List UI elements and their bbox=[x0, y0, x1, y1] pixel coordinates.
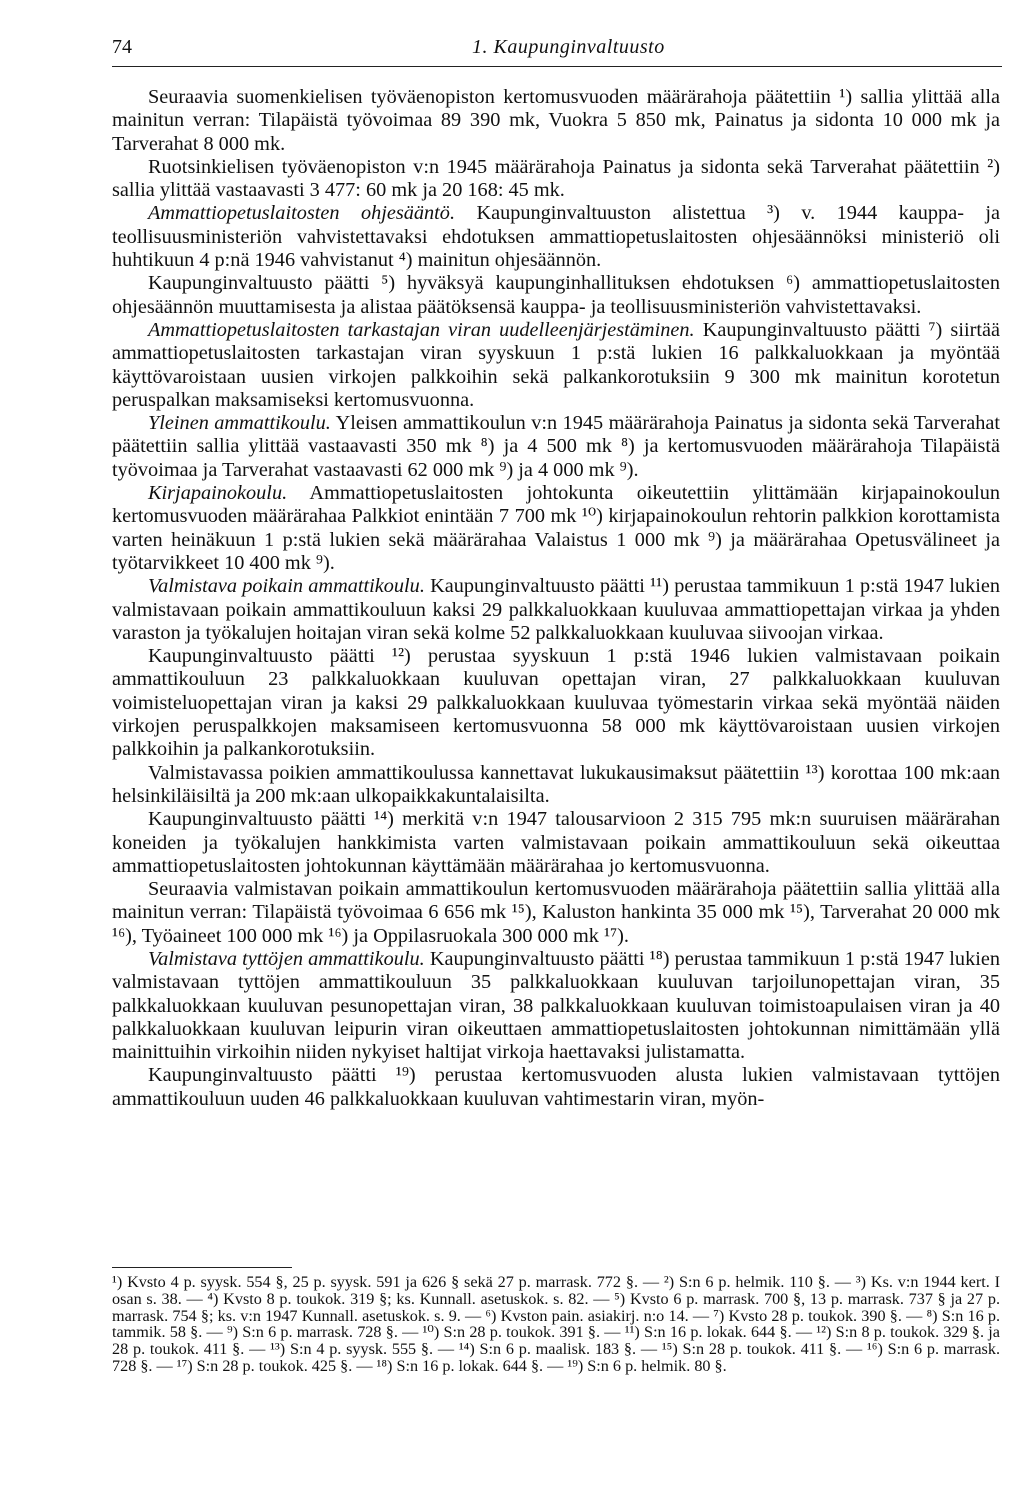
paragraph: Ammattiopetuslaitosten ohjesääntö. Kaupunginvaltuuston alistettua ³) v. 1944 kauppa- ja teollisuusministeriön vahvistettavaksi ehdotuksen ammattiopetuslaitosten ohjesäännöksi ministeriö oli huhtikuun 4 p:nä 1946 vahvistanut ⁴) mainitun ohjesäännön. bbox=[112, 202, 1000, 272]
paragraph: Yleinen ammattikoulu. Yleisen ammattikoulun v:n 1945 määrärahoja Painatus ja sidonta sekä Tarverahat päätettiin sallia ylittää vastaavasti 350 mk ⁸) ja 4 500 mk ⁸) ja kertomusvuoden määrärahoja Tilapäistä työvoimaa ja Tarverahat vastaavasti 62 000 mk ⁹) ja 4 000 mk ⁹). bbox=[112, 412, 1000, 481]
section-heading: Ammattiopetuslaitosten ohjesääntö. bbox=[148, 202, 456, 225]
paragraph: Valmistavassa poikien ammattikoulussa kannettavat lukukausimaksut päätettiin ¹³) korottaa 100 mk:aan helsinkiläisiltä ja 200 mk:aan ulkopaikkakuntalaisilta. bbox=[112, 761, 1000, 807]
paragraph: Valmistava tyttöjen ammattikoulu. Kaupunginvaltuusto päätti ¹⁸) perustaa tammikuun 1 p:stä 1947 lukien valmistavaan tyttöjen ammattikouluun 35 palkkaluokkaan kuuluvan tarjoilunopettajan viran, 35 palkkaluokkaan kuuluvan pesunopettajan viran, 38 palkkaluokkaan kuuluvan toimistoapulaisen viran ja 40 palkkaluokkaan kuuluvan leipurin viran oikeuttaen ammattiopetuslaitosten johtokunnan nimittämään yllä mainittuihin virkoihin niiden nykyiset haltijat virkoja haettavaksi julistamatta. bbox=[112, 947, 1000, 1064]
section-heading: Yleinen ammattikoulu. bbox=[148, 412, 331, 435]
paragraph: Kaupunginvaltuusto päätti ⁵) hyväksyä kaupunginhallituksen ehdotuksen ⁶) ammattiopetuslaitosten ohjesäännön muuttamisesta ja alistaa päätöksensä kauppa- ja teollisuusministeriön vahvistettavaksi. bbox=[112, 272, 1000, 318]
section-heading: Ammattiopetuslaitosten tarkastajan viran uudelleenjärjestäminen. bbox=[148, 318, 695, 341]
document-page bbox=[112, 30, 1002, 1375]
paragraph: Ammattiopetuslaitosten tarkastajan viran uudelleenjärjestäminen. Kaupunginvaltuusto päätti ⁷) siirtää ammattiopetuslaitosten tarkastajan viran syyskuun 1 p:stä lukien 16 palkkaluokkaan ja myöntää käyttövaroistaan uusien virkojen palkkoihin sekä palkankorotuksiin 9 300 mk mainitun korotetun peruspalkan maksamiseksi kertomusvuonna. bbox=[112, 318, 1000, 411]
footnotes bbox=[112, 1274, 1000, 1375]
paragraph: Kaupunginvaltuusto päätti ¹⁴) merkitä v:n 1947 talousarvioon 2 315 795 mk:n suuruisen määrärahan koneiden ja työkalujen hankkimista varten valmistavaan poikain ammattikouluun sekä oikeuttaa ammattiopetuslaitosten johtokunnan käyttämään määrärahaa jo kertomusvuonna. bbox=[112, 808, 1000, 877]
footnote-text: ¹) Kvsto 4 p. syysk. 554 §, 25 p. syysk. 591 ja 626 § sekä 27 p. marrask. 772 §. — ²) S:n 6 p. helmik. 110 §. — ³) Ks. v:n 1944 kert. I osan s. 38. — ⁴) Kvsto 8 p. toukok. 319 §; ks. Kunnall. asetuskok. s. 82. — ⁵) Kvsto 6 p. marrask. 700 §, 13 p. marrask. 737 § ja 27 p. marrask. 754 §; ks. v:n 1947 Kunnall. asetuskok. s. 9. — ⁶) Kvston pain. asiakirj. n:o 14. — ⁷) Kvsto 28 p. toukok. 390 §. — ⁸) S:n 16 p. tammik. 58 §. — ⁹) S:n 6 p. marrask. 728 §. — ¹⁰) S:n 28 p. toukok. 391 §. — ¹¹) S:n 16 p. lokak. 644 §. — ¹²) S:n 8 p. toukok. 329 §. ja 28 p. toukok. 411 §. — ¹³) S:n 4 p. syysk. 555 §. — ¹⁴) S:n 6 p. maalisk. 183 §. — ¹⁵) S:n 28 p. toukok. 411 §. — ¹⁶) S:n 6 p. marrask. 728 §. — ¹⁷) S:n 28 p. toukok. 425 §. — ¹⁸) S:n 16 p. lokak. 644 §. — ¹⁹) S:n 6 p. helmik. 80 §. bbox=[112, 1273, 1000, 1375]
paragraph: Kirjapainokoulu. Ammattiopetuslaitosten johtokunta oikeutettiin ylittämään kirjapainokoulun kertomusvuoden määrärahaa Palkkiot enintään 7 700 mk ¹⁰) kirjapainokoulun rehtorin palkkion korottamista varten heinäkuun 1 p:stä lukien sekä määrärahaa Valaistus 1 000 mk ⁹) ja määrärahaa Opetusvälineet ja työtarvikkeet 10 400 mk ⁹). bbox=[112, 482, 1000, 574]
paragraph: Valmistava poikain ammattikoulu. Kaupunginvaltuusto päätti ¹¹) perustaa tammikuun 1 p:stä 1947 lukien valmistavaan poikain ammattikouluun kaksi 29 palkkaluokkaan kuuluvaa ammattiopettajan virkaa ja yhden varaston ja työkalujen hoitajan viran sekä kolme 52 palkkaluokkaan kuuluvaa siivoojan virkaa. bbox=[112, 575, 1000, 644]
section-heading: Valmistava tyttöjen ammattikoulu. bbox=[148, 947, 425, 970]
page-number: 74 bbox=[112, 36, 132, 58]
section-heading: Kirjapainokoulu. bbox=[148, 482, 288, 505]
paragraph: Kaupunginvaltuusto päätti ¹⁹) perustaa kertomusvuoden alusta lukien valmistavaan tyttöjen ammattikouluun uuden 46 palkkaluokkaan kuuluvan vahtimestarin viran, myön- bbox=[112, 1064, 1000, 1110]
running-title: 1. Kaupunginvaltuusto bbox=[472, 36, 665, 58]
paragraph: Seuraavia suomenkielisen työväenopiston kertomusvuoden määrärahoja päätettiin ¹) sallia ylittää alla mainitun verran: Tilapäistä työvoimaa 89 390 mk, Vuokra 5 850 mk, Painatus ja sidonta 10 000 mk ja Tarverahat 8 000 mk. bbox=[112, 86, 1000, 155]
paragraph: Kaupunginvaltuusto päätti ¹²) perustaa syyskuun 1 p:stä 1946 lukien valmistavaan poikain ammattikouluun 23 palkkaluokkaan kuuluvan opettajan viran, 27 palkkaluokkaan kuuluvan voimisteluopettajan viran ja kaksi 29 palkkaluokkaan kuuluvaa työmestarin virkaa sekä myöntää näiden virkojen peruspalkkojen maksamiseen kertomusvuonna 58 000 mk käyttövaroistaan uusien virkojen palkkoihin ja palkankorotuksiin. bbox=[112, 645, 1000, 761]
paragraph: Ruotsinkielisen työväenopiston v:n 1945 määrärahoja Painatus ja sidonta sekä Tarverahat päätettiin ²) sallia ylittää vastaavasti 3 477: 60 mk ja 20 168: 45 mk. bbox=[112, 155, 1000, 202]
paragraph: Seuraavia valmistavan poikain ammattikoulun kertomusvuoden määrärahoja päätettiin sallia ylittää alla mainitun verran: Tilapäistä työvoimaa 6 656 mk ¹⁵), Kaluston hankinta 35 000 mk ¹⁵), Tarverahat 20 000 mk ¹⁶), Työaineet 100 000 mk ¹⁶) ja Oppilasruokala 300 000 mk ¹⁷). bbox=[112, 878, 1000, 947]
footnote-rule bbox=[112, 1267, 292, 1268]
page-header bbox=[112, 30, 1002, 64]
body-text bbox=[112, 86, 1000, 1111]
header-rule bbox=[112, 66, 1002, 67]
section-heading: Valmistava poikain ammattikoulu. bbox=[148, 575, 425, 598]
